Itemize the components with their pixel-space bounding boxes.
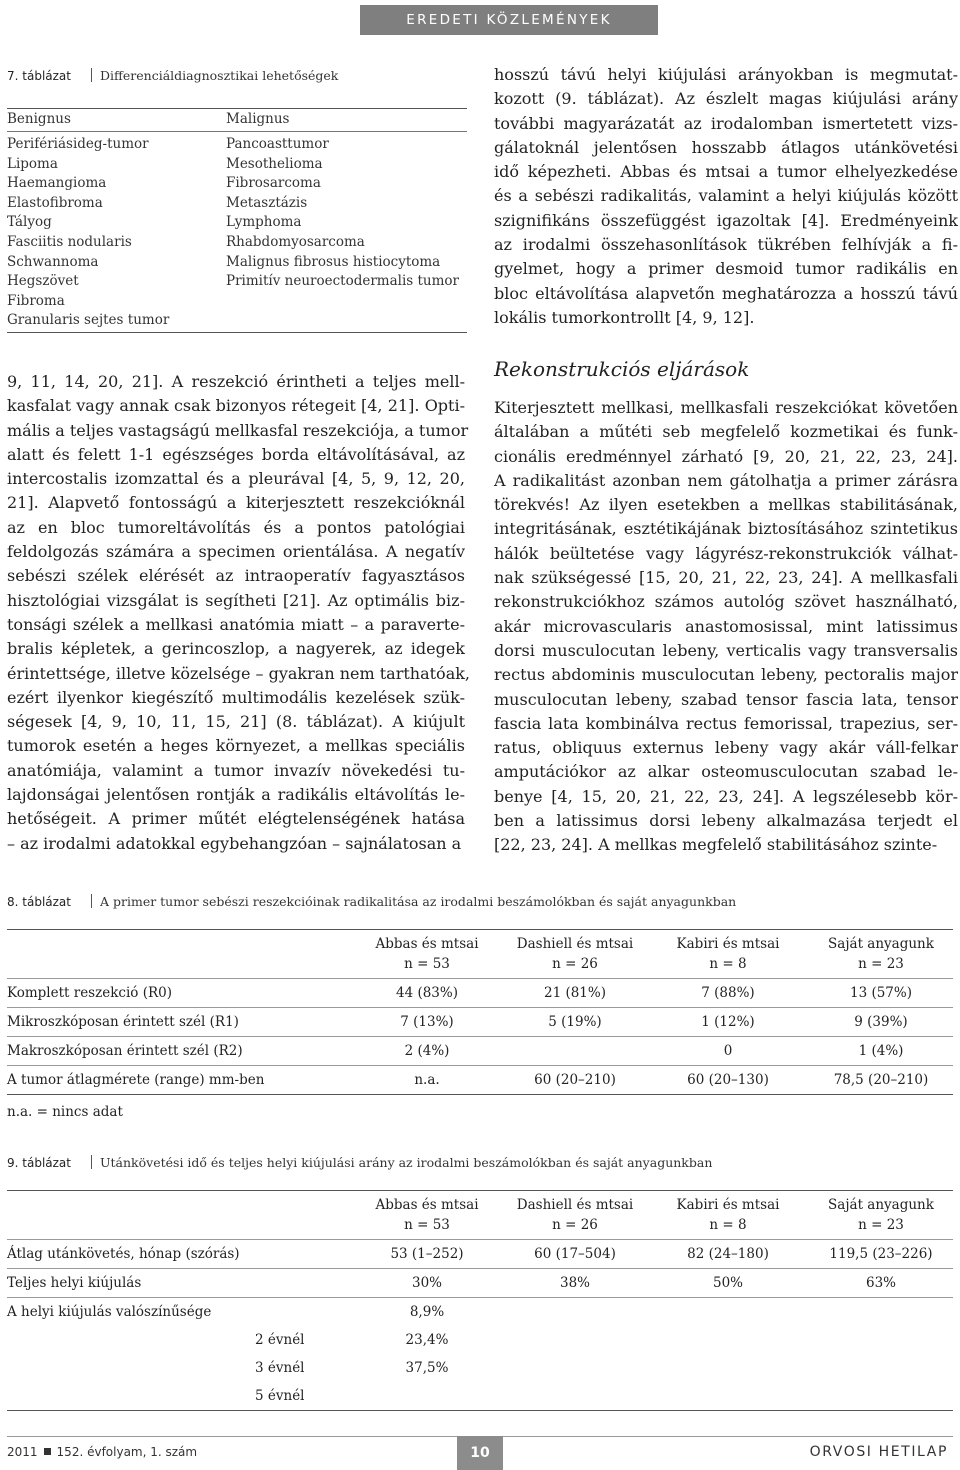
table-cell: 53 (1–252) (390, 1246, 464, 1262)
table-cell: 50% (712, 1275, 743, 1291)
text-line: az en bloc tumoreltávolítás és a pontos patológiai (7, 517, 465, 537)
table7-malign-item: Mesothelioma (226, 155, 323, 172)
table-cell: 1 (4%) (858, 1043, 904, 1059)
table-cell: 21 (81%) (543, 985, 606, 1001)
table-cell: 37,5% (405, 1360, 449, 1376)
text-line: gyelmet, hogy a primer desmoid tumor radikális en (494, 259, 958, 279)
table7-malign-item: Fibrosarcoma (226, 175, 321, 192)
table7-benign-item: Tályog (7, 214, 52, 231)
text-line: akár microvascularis anastomosissal, mint latissimus (494, 616, 958, 636)
column-header-name: Abbas és mtsai (375, 936, 479, 952)
table-cell: 119,5 (23–226) (829, 1246, 933, 1262)
text-line: szignifikáns összefüggést igazoltak [4]. Eredményeink (494, 210, 958, 230)
table9-header-2 (653, 1195, 803, 1235)
row-label: Makroszkóposan érintett szél (R2) (7, 1043, 243, 1059)
text-line: tumorok esetén a heges környezet, a mellkas speciális (7, 736, 465, 756)
table-row (7, 1036, 953, 1065)
text-line: dorsi musculocutan lebeny, verticalis vagy transversalis (494, 640, 958, 660)
text-line: hálók beültetése vagy lágyrész-rekonstrukciók válhat- (494, 543, 958, 563)
text-line: hisztológiai vizsgálat is segítheti [21]. Az optimális biz- (7, 590, 465, 610)
text-line: gálatoknál jelentősen hosszabb átlagos utánkövetési (494, 137, 958, 157)
table-row (7, 1007, 953, 1036)
table-cell: 0 (723, 1043, 733, 1059)
table-cell: 13 (57%) (849, 985, 912, 1001)
text-line: 21]. Alapvető fontosságú a kiterjesztett reszekcióknál (7, 493, 465, 513)
table-cell: 63% (865, 1275, 896, 1291)
table9-header-1 (500, 1195, 650, 1235)
text-line: általában a műtéti seb megfelelő kozmetikai és funk- (494, 422, 958, 442)
text-line: az irodalmi összehasonlítások tükrében felhívják a fi- (494, 235, 958, 255)
text-line: [22, 23, 24]. A mellkas megfelelő stabilitásához szinte- (494, 835, 938, 855)
table7-number: 7. táblázat (7, 69, 71, 83)
table-cell: 60 (17–504) (534, 1246, 616, 1262)
table-row (7, 1297, 953, 1326)
text-line: és a sebészi radikalitás, valamint a helyi kiújulás között (494, 186, 958, 206)
table-cell: 7 (88%) (701, 985, 755, 1001)
table7-benign-item: Fasciitis nodularis (7, 233, 132, 250)
table-cell: 8,9% (409, 1304, 445, 1320)
text-line: rectus abdominis musculocutan lebeny, pectoralis major (494, 665, 958, 685)
table7-malign-list (226, 135, 459, 292)
column-header-n: n = 8 (709, 1217, 747, 1233)
table-row (7, 1268, 953, 1297)
table7-benign-item: Lipoma (7, 155, 58, 172)
subrow-label: 3 évnél (255, 1360, 305, 1376)
table7-caption (7, 68, 338, 83)
text-line: musculocutan lebeny, szabad tensor fascia lata, tensor (494, 689, 958, 709)
column-header-name: Dashiell és mtsai (516, 936, 634, 952)
text-line: lajdonságai jelentősen rontják a radikális eltávolítás le- (7, 785, 465, 805)
column-header-n: n = 53 (404, 1217, 450, 1233)
section-subheading: Rekonstrukciós eljárások (494, 357, 750, 381)
table7-malign-item: Malignus fibrosus histiocytoma (226, 253, 441, 270)
table8-caption (7, 894, 736, 909)
table-cell: 78,5 (20–210) (833, 1072, 929, 1088)
row-label: Teljes helyi kiújulás (7, 1275, 142, 1291)
table-cell: 2 (4%) (404, 1043, 450, 1059)
table7-benign-item: Haemangioma (7, 175, 107, 192)
page-number: 10 (457, 1436, 503, 1470)
row-label: Átlag utánkövetés, hónap (szórás) (7, 1246, 240, 1262)
table8-title: A primer tumor sebészi reszekcióinak radikalitása az irodalmi beszámolókban és saját anyagunkban (99, 894, 737, 909)
text-line: intercostalis izomzattal és a pleurával [4, 5, 9, 12, 20, (7, 469, 465, 489)
column-header-name: Abbas és mtsai (375, 1197, 479, 1213)
table-cell: 82 (24–180) (687, 1246, 769, 1262)
text-line: alatt és felett 1-1 egészséges borda eltávolításával, az (7, 444, 465, 464)
table7-col-malign: Malignus (226, 111, 290, 127)
text-line: ben a latissimus dorsi lebeny alkalmazása terjedt el (494, 811, 958, 831)
row-label: A helyi kiújulás valószínűsége (7, 1304, 212, 1320)
row-label: A tumor átlagmérete (range) mm-ben (7, 1072, 265, 1088)
table-row (7, 978, 953, 1007)
table8 (7, 929, 953, 1095)
footer-issue (7, 1445, 197, 1459)
text-line: tonsági szélek a mellkasi anatómia miatt – a paraverte- (7, 614, 465, 634)
text-line: kasfalat vagy annak csak bizonyos rétegeit [4, 21]. Opti- (7, 396, 465, 416)
table-row (7, 1239, 953, 1268)
column-header-n: n = 26 (552, 1217, 598, 1233)
text-line: ratus, obliquus externus lebeny vagy akár váll-felkar (494, 738, 958, 758)
subrow-label: 2 évnél (255, 1332, 305, 1348)
text-line: bloc eltávolítása alapvetőn meghatározza a hosszú távú (494, 283, 958, 303)
text-line: mális a teljes vastagságú mellkasfal reszekciója, a tumor (7, 420, 469, 440)
column-header-n: n = 26 (552, 956, 598, 972)
table7-malign-item: Metasztázis (226, 194, 308, 211)
table-subrow (7, 1326, 953, 1354)
table-cell: 9 (39%) (854, 1014, 908, 1030)
table-subrow (7, 1382, 953, 1410)
table9-title: Utánkövetési idő és teljes helyi kiújulási arány az irodalmi beszámolókban és saját anyagunkban (99, 1155, 713, 1170)
text-line: A radikalitást azonban nem gátolhatja a primer zárásra (494, 470, 958, 490)
text-line: kozott (9. táblázat). Az észlelt magas kiújulási arány (494, 89, 958, 109)
column-header-n: n = 23 (858, 1217, 904, 1233)
table-cell: 7 (13%) (400, 1014, 454, 1030)
table-cell: 30% (411, 1275, 442, 1291)
text-line: – az irodalmi adatokkal egybehangzóan – sajnálatosan a (7, 833, 462, 853)
column-header-n: n = 53 (404, 956, 450, 972)
table8-header-2 (653, 934, 803, 974)
column-header-name: Kabiri és mtsai (676, 1197, 780, 1213)
text-line: hetőségeit. A primer műtét elégtelenségének hatása (7, 809, 465, 829)
text-line: rekonstrukciókhoz számos autológ szövet használható, (494, 592, 958, 612)
table9-caption (7, 1155, 712, 1170)
text-line: cionális eredménnyel zárható [9, 20, 21, 22, 23, 24]. (494, 446, 958, 466)
column-header-n: n = 23 (858, 956, 904, 972)
text-line: Kiterjesztett mellkasi, mellkasfali reszekciókat követően (494, 398, 958, 417)
table-cell: 38% (559, 1275, 590, 1291)
table-subrow (7, 1354, 953, 1382)
text-line: benye [4, 15, 20, 21, 22, 23, 24]. A legszélesebb kör- (494, 786, 958, 806)
table7-title: Differenciáldiagnosztikai lehetőségek (99, 68, 339, 83)
table-cell: 23,4% (405, 1332, 449, 1348)
table9 (7, 1190, 953, 1411)
text-line: bralis képletek, a gerincoszlop, a nagyerek, az idegek (7, 639, 465, 659)
row-label: Mikroszkóposan érintett szél (R1) (7, 1014, 239, 1030)
journal-name: ORVOSI HETILAP (809, 1444, 948, 1460)
column-header-name: Saját anyagunk (828, 936, 934, 952)
text-line: sebészi szélek elérését az intraoperatív fagyasztásos (7, 566, 465, 586)
column-header-n: n = 8 (709, 956, 747, 972)
table7-malign-item: Pancoasttumor (226, 136, 329, 152)
table7-benign-item: Perifériásideg-tumor (7, 136, 149, 152)
text-line: érintettsége, illetve közelsége – gyakran nem tarthatóak, (7, 663, 471, 683)
text-line: amputációkor az alkar osteomusculocutan szabad le- (494, 762, 958, 782)
table7-benign-item: Hegszövet (7, 273, 79, 290)
table7-benign-item: Granularis sejtes tumor (7, 312, 170, 329)
text-line: nak szükségessé [15, 20, 21, 22, 23, 24]. A mellkasfali (494, 568, 958, 588)
table7-malign-item: Rhabdomyosarcoma (226, 233, 365, 250)
text-line: idő képezheti. Abbas és mtsai a tumor elhelyezkedése (494, 162, 958, 182)
table9-header-0 (352, 1195, 502, 1235)
row-label: Komplett reszekció (R0) (7, 985, 172, 1001)
table7-benign-item: Fibroma (7, 292, 65, 309)
text-line: feldolgozás számára a specimen orientálása. A negatív (7, 542, 465, 562)
text-line: fascia lata kombinálva rectus femorissal, trapezius, ser- (494, 713, 958, 733)
table7-malign-item: Lymphoma (226, 214, 302, 231)
text-line: további magyarázatát az irodalomban ismertetett vizs- (494, 113, 958, 133)
text-line: hosszú távú helyi kiújulási arányokban is megmutat- (494, 65, 958, 84)
footer-volume: 152. évfolyam, 1. szám (56, 1445, 198, 1459)
table8-header-3 (806, 934, 956, 974)
table7 (7, 108, 467, 333)
table-cell: 60 (20–130) (687, 1072, 769, 1088)
table8-note: n.a. = nincs adat (7, 1104, 123, 1120)
table8-number: 8. táblázat (7, 895, 71, 909)
table7-benign-item: Elastofibroma (7, 194, 103, 211)
table7-col-benign: Benignus (7, 111, 71, 127)
table9-number: 9. táblázat (7, 1156, 71, 1170)
section-header: EREDETI KÖZLEMÉNYEK (360, 5, 658, 35)
subrow-label: 5 évnél (255, 1388, 305, 1404)
column-header-name: Dashiell és mtsai (516, 1197, 634, 1213)
text-line: törekvés! Az ilyen esetekben a mellkas stabilitásának, (494, 495, 958, 515)
body-text-right-top (494, 63, 958, 330)
text-line: lokális tumorkontrollt [4, 9, 12]. (494, 307, 755, 327)
footer-year: 2011 (7, 1445, 38, 1459)
table-row (7, 1065, 953, 1094)
table-cell: 1 (12%) (701, 1014, 755, 1030)
table8-header-1 (500, 934, 650, 974)
text-line: ségesek [4, 9, 10, 11, 15, 21] (8. táblázat). A kiújult (7, 712, 465, 732)
body-text-right-bottom (494, 396, 958, 858)
table9-header-3 (806, 1195, 956, 1235)
table-cell: 44 (83%) (395, 985, 458, 1001)
text-line: anatómiája, valamint a tumor invazív növekedési tu- (7, 760, 465, 780)
table-cell: n.a. (414, 1072, 440, 1088)
table7-malign-item: Primitív neuroectodermalis tumor (226, 273, 459, 290)
text-line: 9, 11, 14, 20, 21]. A reszekció érintheti a teljes mell- (7, 372, 465, 391)
table8-header-0 (352, 934, 502, 974)
square-bullet-icon (44, 1448, 51, 1455)
text-line: integritásának, esztétikájának biztosításához szintetikus (494, 519, 958, 539)
column-header-name: Saját anyagunk (828, 1197, 934, 1213)
table-cell: 5 (19%) (548, 1014, 602, 1030)
table7-benign-item: Schwannoma (7, 253, 99, 270)
column-header-name: Kabiri és mtsai (676, 936, 780, 952)
body-text-left (7, 370, 471, 856)
text-line: ezért ilyenkor kiegészítő multimodális kezelések szük- (7, 687, 465, 707)
table7-benign-list (7, 135, 169, 331)
table-cell: 60 (20–210) (534, 1072, 616, 1088)
